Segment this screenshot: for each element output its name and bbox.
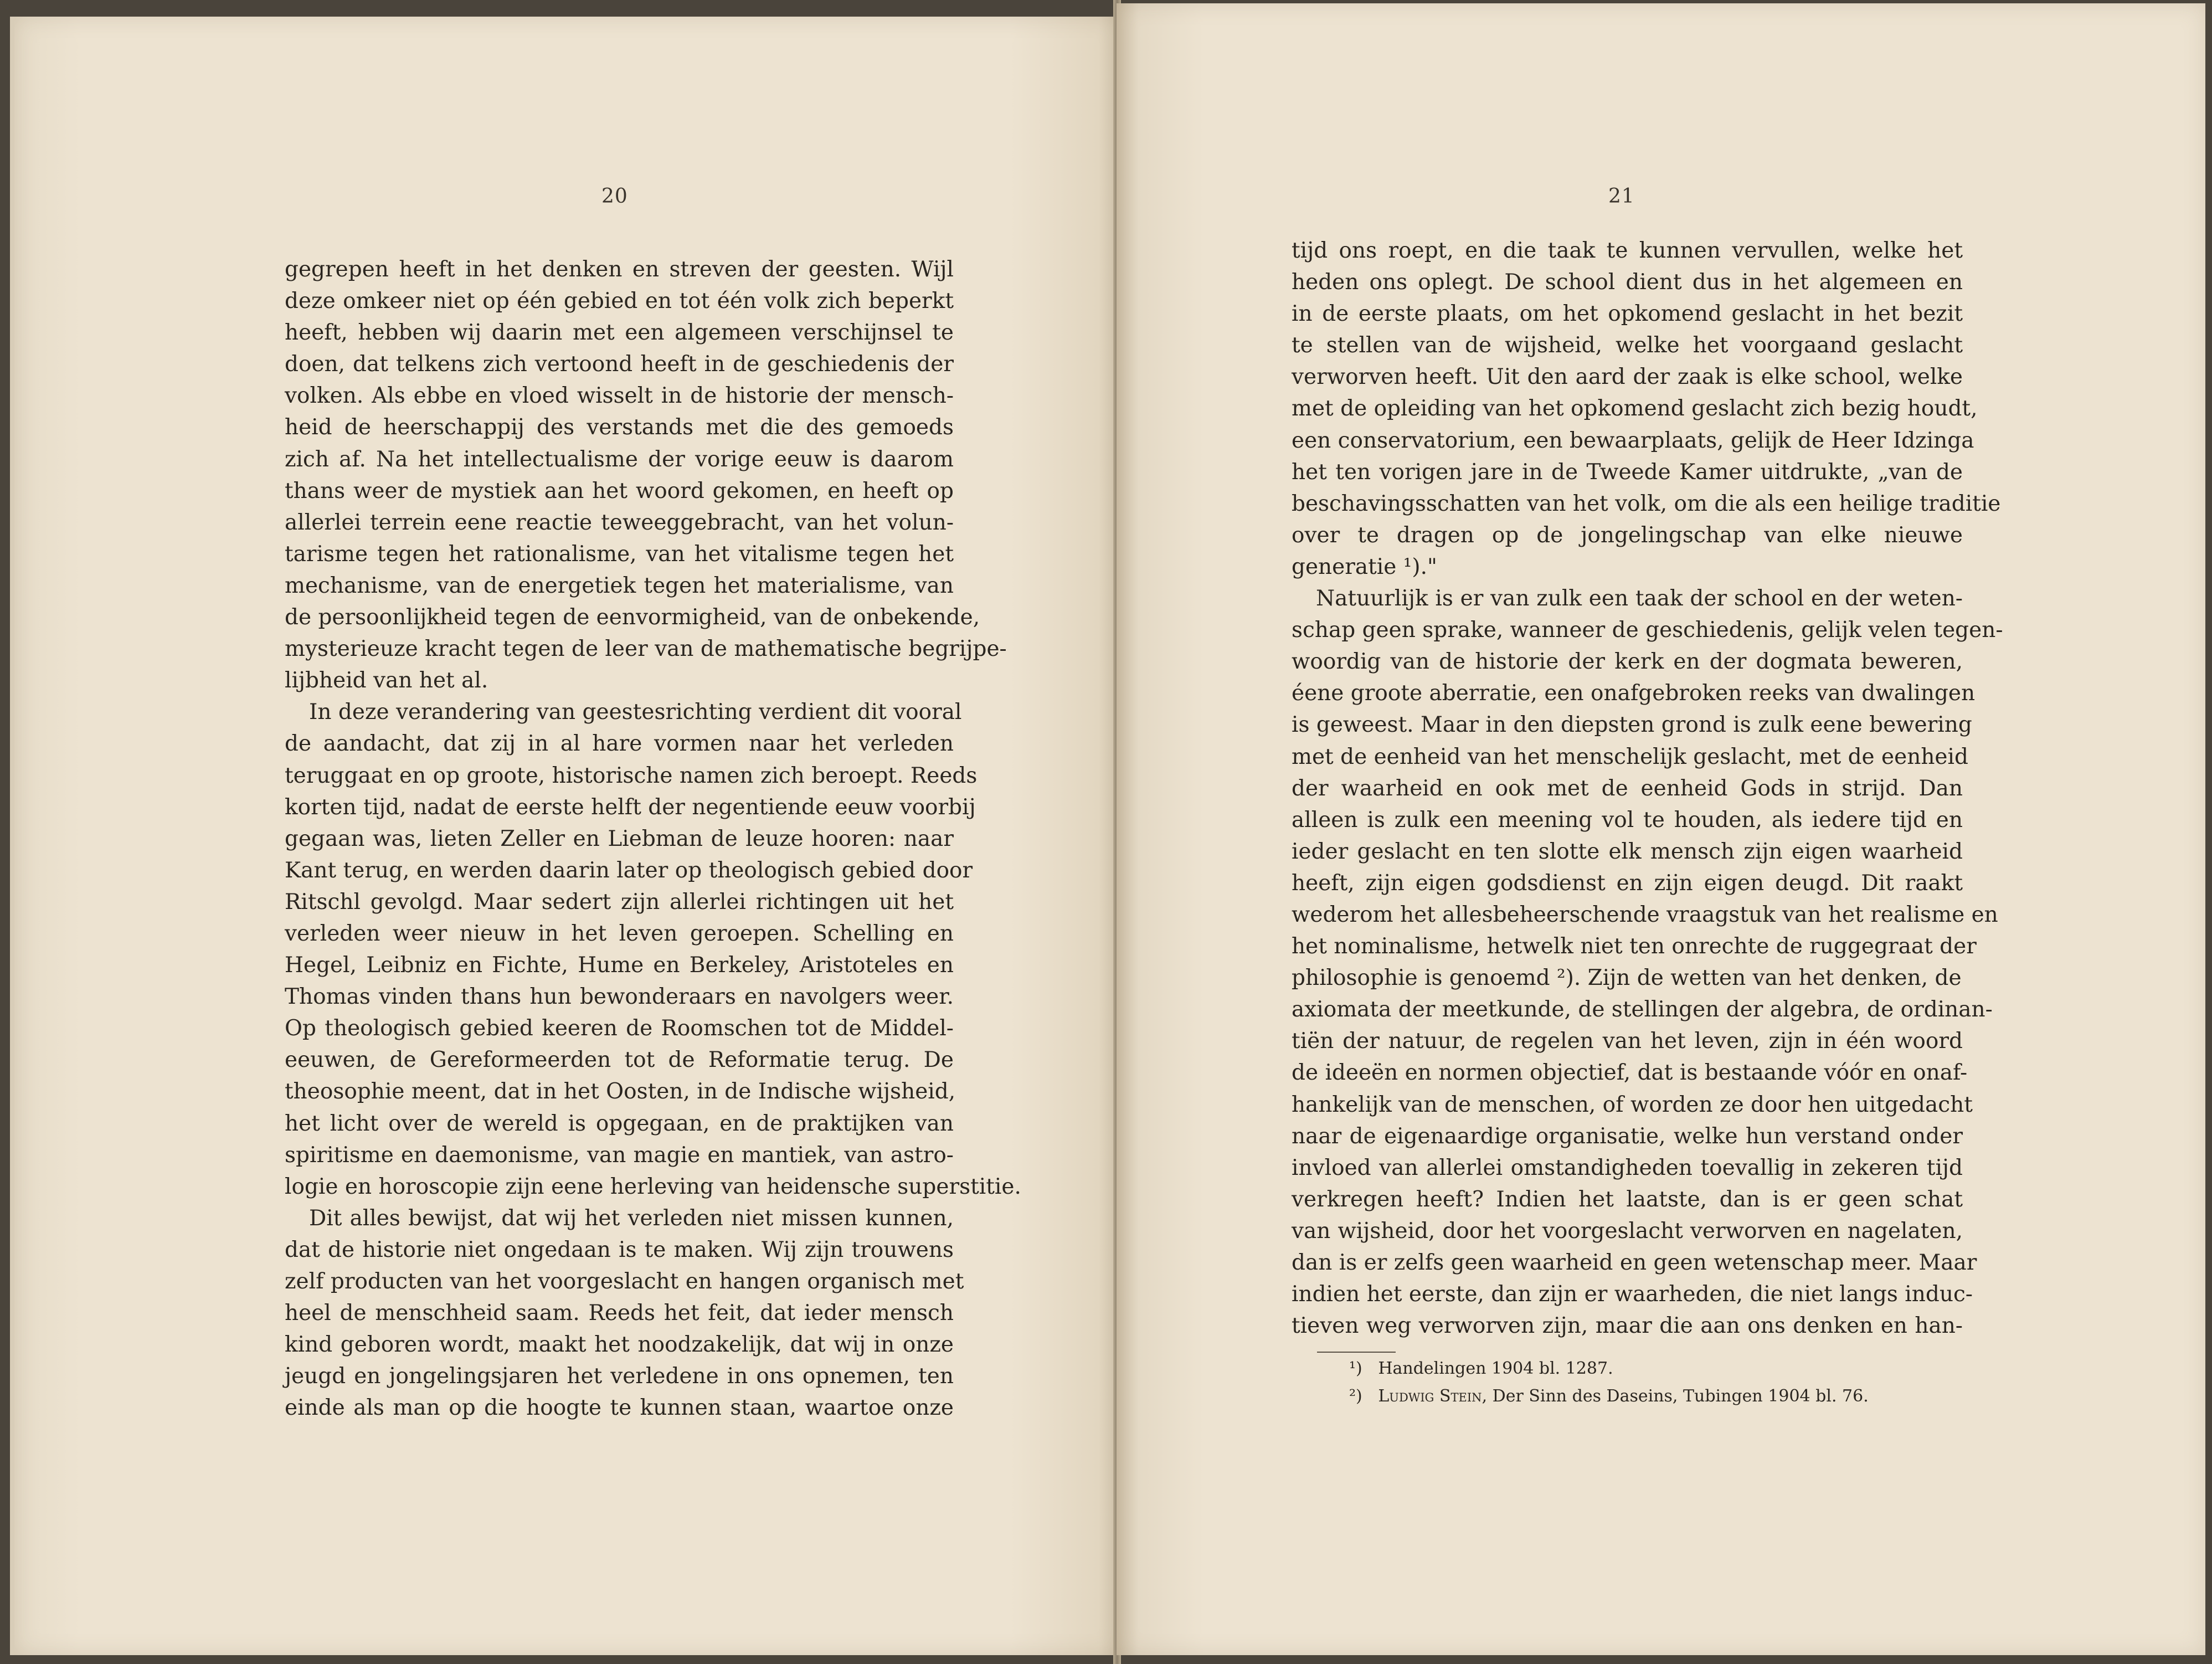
- text-line: de aandacht, dat zij in al hare vormen naar het verleden: [285, 731, 954, 757]
- text-line: ieder geslacht en ten slotte elk mensch zijn eigen waarheid: [1292, 839, 1963, 864]
- text-line: gegaan was, lieten Zeller en Liebman de leuze hooren: naar: [285, 826, 954, 851]
- text-line: tijd ons roept, en die taak te kunnen vervullen, welke het: [1292, 238, 1963, 263]
- text-line: van wijsheid, door het voorgeslacht verworven en nagelaten,: [1292, 1218, 1963, 1244]
- text-line: mechanisme, van de energetiek tegen het materialisme, van: [285, 573, 954, 598]
- text-line: tarisme tegen het rationalisme, van het vitalisme tegen het: [285, 541, 954, 567]
- footnote-2-author: Ludwig Stein: [1378, 1386, 1482, 1406]
- text-line: heel de menschheid saam. Reeds het feit, dat ieder mensch: [285, 1301, 954, 1326]
- footnote-2-text: , Der Sinn des Daseins, Tubingen 1904 bl. 76.: [1481, 1386, 1869, 1406]
- footnote-1: [1349, 1355, 1869, 1383]
- text-line: schap geen sprake, wanneer de geschiedenis, gelijk velen tegen-: [1292, 618, 2003, 643]
- text-line: kind geboren wordt, maakt het noodzakelijk, dat wij in onze: [285, 1332, 954, 1358]
- footnote-1-text: Handelingen 1904 bl. 1287.: [1378, 1359, 1613, 1378]
- text-line: invloed van allerlei omstandigheden toevallig in zekeren tijd: [1292, 1155, 1963, 1180]
- text-line: wederom het allesbeheerschende vraagstuk van het realisme en: [1292, 902, 1998, 927]
- text-line: generatie ¹).": [1292, 554, 1437, 579]
- text-line: het nominalisme, hetwelk niet ten onrechte de ruggegraat der: [1292, 934, 1977, 959]
- text-line: zelf producten van het voorgeslacht en hangen organisch met: [285, 1269, 964, 1294]
- text-line: Ritschl gevolgd. Maar sedert zijn allerlei richtingen uit het: [285, 889, 954, 915]
- text-line: woordig van de historie der kerk en der dogmata beweren,: [1292, 649, 1963, 675]
- text-line: over te dragen op de jongelingschap van elke nieuwe: [1292, 522, 1963, 548]
- text-line: korten tijd, nadat de eerste helft der negentiende eeuw voorbij: [285, 794, 976, 820]
- page-number-left: 20: [601, 185, 628, 208]
- text-line: Dit alles bewijst, dat wij het verleden niet missen kunnen,: [309, 1205, 954, 1231]
- text-line: dan is er zelfs geen waarheid en geen wetenschap meer. Maar: [1292, 1250, 1977, 1275]
- text-line: Kant terug, en werden daarin later op theologisch gebied door: [285, 857, 973, 883]
- text-line: volken. Als ebbe en vloed wisselt in de historie der mensch-: [285, 383, 954, 409]
- footnote-2-marker: ²): [1349, 1386, 1362, 1406]
- text-line: philosophie is genoemd ²). Zijn de wetten van het denken, de: [1292, 965, 1962, 991]
- text-line: mysterieuze kracht tegen de leer van de mathematische begrijpe-: [285, 636, 1007, 662]
- text-line: tiën der natuur, de regelen van het leven, zijn in één woord: [1292, 1029, 1963, 1054]
- footnotes: [1349, 1355, 1869, 1410]
- text-line: het ten vorigen jare in de Tweede Kamer uitdrukte, „van de: [1292, 459, 1963, 485]
- footnote-2: [1349, 1383, 1869, 1410]
- text-line: verkregen heeft? Indien het laatste, dan is er geen schat: [1292, 1187, 1963, 1212]
- footnote-divider: [1317, 1352, 1396, 1353]
- text-line: jeugd en jongelingsjaren het verledene in ons opnemen, ten: [285, 1364, 954, 1389]
- text-line: heid de heerschappij des verstands met die des gemoeds: [285, 415, 954, 440]
- text-line: eeuwen, de Gereformeerden tot de Reformatie terug. De: [285, 1047, 954, 1073]
- text-line: doen, dat telkens zich vertoond heeft in de geschiedenis der: [285, 352, 954, 377]
- text-line: axiomata der meetkunde, de stellingen der algebra, de ordinan-: [1292, 997, 1993, 1023]
- text-line: naar de eigenaardige organisatie, welke hun verstand onder: [1292, 1123, 1963, 1149]
- text-line: In deze verandering van geestesrichting verdient dit vooral: [309, 700, 962, 725]
- text-line: heden ons oplegt. De school dient dus in het algemeen en: [1292, 270, 1963, 295]
- text-line: gegrepen heeft in het denken en streven der geesten. Wijl: [285, 257, 954, 282]
- text-line: teruggaat en op groote, historische namen zich beroept. Reeds: [285, 763, 978, 788]
- text-line: is geweest. Maar in den diepsten grond is zulk eene bewering: [1292, 712, 1972, 738]
- text-line: deze omkeer niet op één gebied en tot één volk zich beperkt: [285, 289, 954, 314]
- text-line: tieven weg verworven zijn, maar die aan ons denken en han-: [1292, 1313, 1963, 1339]
- text-line: indien het eerste, dan zijn er waarheden, die niet langs induc-: [1292, 1282, 1973, 1307]
- text-line: spiritisme en daemonisme, van magie en mantiek, van astro-: [285, 1142, 954, 1168]
- left-page-text: [285, 254, 1021, 1424]
- text-line: theosophie meent, dat in het Oosten, in de Indische wijsheid,: [285, 1079, 956, 1105]
- text-line: heeft, hebben wij daarin met een algemeen verschijnsel te: [285, 320, 954, 346]
- right-page: [1117, 3, 2205, 1655]
- right-page-text: [1292, 235, 2003, 1342]
- footnote-1-marker: ¹): [1349, 1359, 1362, 1378]
- text-line: Thomas vinden thans hun bewonderaars en navolgers weer.: [285, 984, 954, 1010]
- text-line: lijbheid van het al.: [285, 668, 488, 694]
- text-line: alleen is zulk een meening vol te houden, als iedere tijd en: [1292, 807, 1963, 833]
- text-line: beschavingsschatten van het volk, om die als een heilige traditie: [1292, 491, 2001, 516]
- text-line: allerlei terrein eene reactie teweeggebracht, van het volun-: [285, 510, 954, 535]
- text-line: logie en horoscopie zijn eene herleving van heidensche superstitie.: [285, 1174, 1021, 1199]
- text-line: in de eerste plaats, om het opkomend geslacht in het bezit: [1292, 301, 1963, 327]
- text-line: met de eenheid van het menschelijk geslacht, met de eenheid: [1292, 744, 1968, 769]
- text-line: éene groote aberratie, een onafgebroken reeks van dwalingen: [1292, 681, 1976, 706]
- text-line: te stellen van de wijsheid, welke het voorgaand geslacht: [1292, 333, 1963, 358]
- text-line: Natuurlijk is er van zulk een taak der school en der weten-: [1316, 586, 1963, 612]
- text-line: de ideeën en normen objectief, dat is bestaande vóór en onaf-: [1292, 1060, 1968, 1086]
- text-line: heeft, zijn eigen godsdienst en zijn eigen deugd. Dit raakt: [1292, 870, 1963, 896]
- text-line: Op theologisch gebied keeren de Roomschen tot de Middel-: [285, 1016, 954, 1041]
- text-line: der waarheid en ook met de eenheid Gods in strijd. Dan: [1292, 775, 1963, 801]
- left-page: [10, 17, 1121, 1655]
- text-line: verleden weer nieuw in het leven geroepen. Schelling en: [285, 921, 954, 946]
- text-line: het licht over de wereld is opgegaan, en de praktijken van: [285, 1111, 954, 1136]
- text-line: Hegel, Leibniz en Fichte, Hume en Berkeley, Aristoteles en: [285, 953, 954, 978]
- text-line: zich af. Na het intellectualisme der vorige eeuw is daarom: [285, 446, 954, 472]
- text-line: thans weer de mystiek aan het woord gekomen, en heeft op: [285, 478, 954, 504]
- text-line: hankelijk van de menschen, of worden ze door hen uitgedacht: [1292, 1092, 1973, 1117]
- text-line: verworven heeft. Uit den aard der zaak is elke school, welke: [1292, 364, 1963, 390]
- text-line: dat de historie niet ongedaan is te maken. Wij zijn trouwens: [285, 1237, 954, 1262]
- text-line: einde als man op die hoogte te kunnen staan, waartoe onze: [285, 1395, 954, 1421]
- text-line: een conservatorium, een bewaarplaats, gelijk de Heer Idzinga: [1292, 428, 1974, 453]
- text-line: de persoonlijkheid tegen de eenvormigheid, van de onbekende,: [285, 605, 980, 630]
- text-line: met de opleiding van het opkomend geslacht zich bezig houdt,: [1292, 396, 1978, 422]
- page-number-right: 21: [1608, 185, 1635, 208]
